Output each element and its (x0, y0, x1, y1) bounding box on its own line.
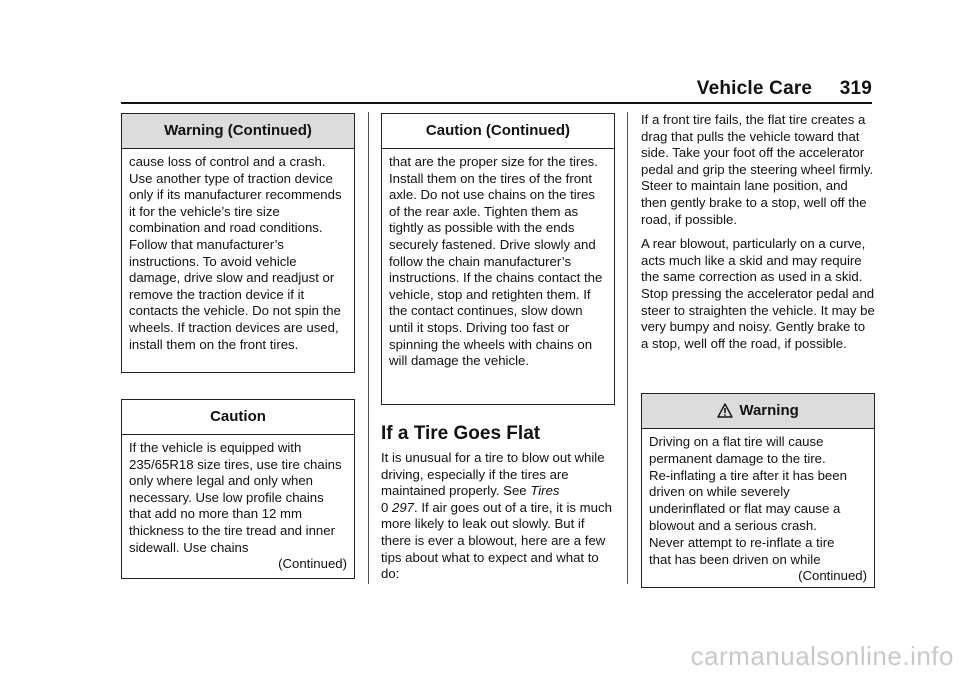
page-header (697, 78, 872, 100)
intro-text-after-link: . If air goes out of a tire, it is much more likely to leak out slowly. But if there is ever a blowout, here are a few tips about what to expect and what to do: (381, 499, 612, 582)
rear-blowout-paragraph: A rear blowout, particularly on a curve, acts much like a skid and may require the same correction as used in a skid. Stop pressing the accelerator pedal and steer to straighten the vehicle. It may be very bumpy and noisy. Gently brake to a stop, well off the road, if possible. (641, 236, 875, 351)
warning-triangle-icon (717, 397, 733, 431)
warning-continued-label: (Continued) (798, 568, 867, 584)
front-tire-paragraph: If a front tire fails, the flat tire creates a drag that pulls the vehicle toward that side. Take your foot off the accelerator pedal and grip the steering wheel firmly. Steer to maintain lane position, and then gently brake to a stop, well off the road, if possible. (641, 112, 874, 227)
caution-body (122, 435, 354, 577)
watermark: carmanualsonline.info (690, 641, 954, 671)
warning-line: permanent damage to the tire. (649, 450, 826, 466)
column-divider-1 (368, 112, 369, 584)
warning-line: Driving on a flat tire will cause (649, 434, 824, 449)
warning-title-text: Warning (739, 402, 799, 419)
caution-continued-title: Caution (Continued) (382, 114, 614, 148)
caution-continued-body (382, 149, 614, 376)
caution-continued-text: that are the proper size for the tires. Install them on the tires of the front axle. Do not use chains on the tires of the rear axle. Tighten them as tightly as possible with the ends securely fastened. Drive slowly and follow the chain manufacturer’s instructions. If the chains contact the vehicle, stop and retighten them. If the contact continues, slow down until it stops. Driving too fast or spinning the wheels with chains on will damage the vehicle. (389, 154, 603, 369)
flat-tire-intro (381, 450, 617, 591)
page-ref-symbol: 0 (381, 499, 389, 515)
warning-line: Never attempt to re-inflate a tire (649, 534, 835, 550)
page-number: 319 (839, 78, 872, 99)
section-heading: If a Tire Goes Flat (381, 423, 541, 444)
caution-continued-box (381, 113, 615, 405)
caution-box (121, 399, 355, 579)
caution-title: Caution (122, 400, 354, 434)
header-rule (121, 102, 872, 104)
caution-text: If the vehicle is equipped with 235/65R18 size tires, use tire chains only where legal and only when necessary. Use low profile chains that add no more than 12 mm thickness to the tire tread and inner sidewall. Use chains (129, 440, 342, 555)
warning-line: Re-inflating a tire after it has been (649, 467, 847, 483)
intro-text-before-link: It is unusual for a tire to blow out while driving, especially if the tires are maintained properly. See (381, 450, 605, 499)
right-text (641, 112, 875, 360)
caution-continued-label: (Continued) (278, 556, 347, 572)
warning-line: that has been driven on while (649, 551, 821, 567)
warning-body (642, 429, 874, 589)
tires-link[interactable]: Tires (530, 483, 560, 499)
warning-line: underinflated or flat may cause a (649, 501, 841, 517)
warning-line: driven on while severely (649, 484, 790, 500)
warning-line: blowout and a serious crash. (649, 517, 817, 533)
flat-tire-intro-paragraph (381, 450, 617, 583)
warning-box (641, 393, 875, 588)
tires-page-link[interactable]: 297 (392, 499, 415, 515)
warning-title (642, 394, 874, 429)
warning-continued-body (122, 149, 354, 359)
section-title: Vehicle Care (696, 78, 813, 99)
warning-continued-text: cause loss of control and a crash. Use another type of traction device only if its manufacturer recommends it for the vehicle’s tire size combination and road conditions. Follow that manufacturer’s instructions. To avoid vehicle damage, drive slow and readjust or remove the traction device if it contacts the vehicle. Do not spin the wheels. If traction devices are used, install them on the front tires. (129, 154, 342, 352)
warning-continued-title: Warning (Continued) (122, 114, 354, 149)
warning-continued-box (121, 113, 355, 373)
column-divider-2 (627, 112, 628, 584)
